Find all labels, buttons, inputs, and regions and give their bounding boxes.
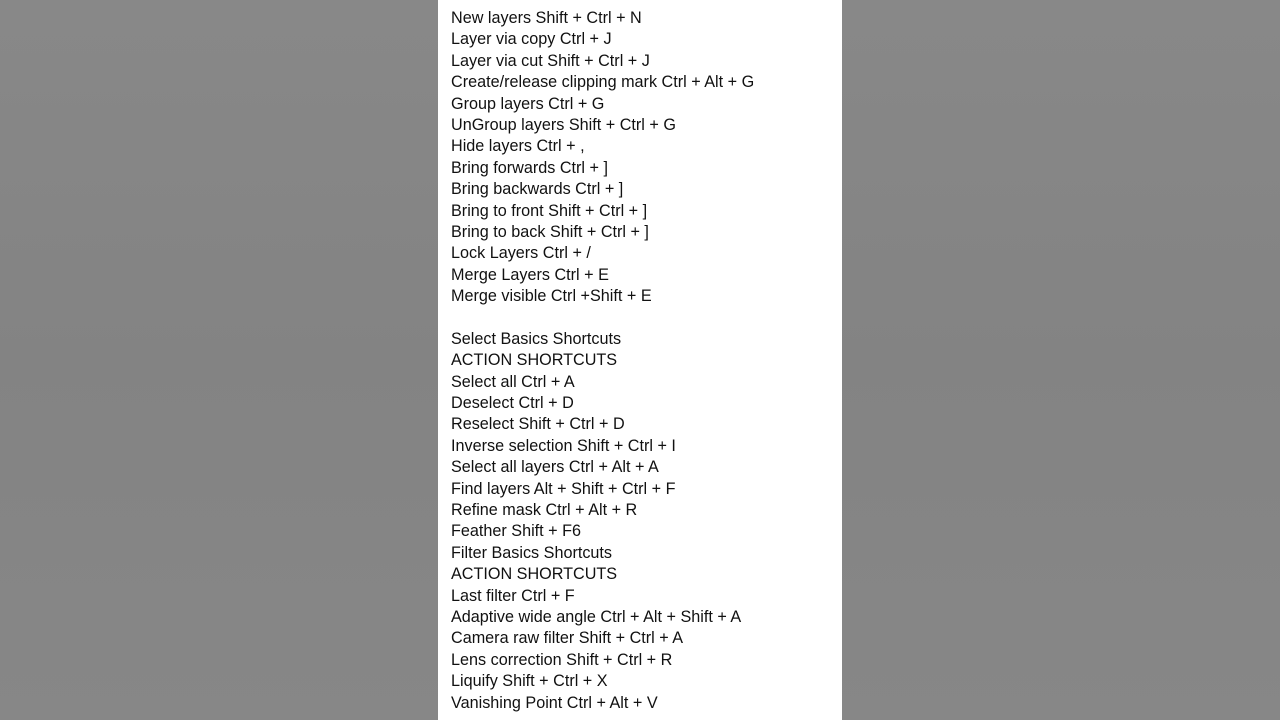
shortcut-list xyxy=(451,8,754,714)
shortcut-line: Last filter Ctrl + F xyxy=(451,586,575,605)
shortcut-line: Deselect Ctrl + D xyxy=(451,394,574,413)
left-blurred-margin xyxy=(0,0,438,720)
shortcut-line: Merge Layers Ctrl + E xyxy=(451,265,609,284)
shortcut-line: Layer via cut Shift + Ctrl + J xyxy=(451,51,650,70)
shortcut-line: Lock Layers Ctrl + / xyxy=(451,244,591,263)
shortcut-line: UnGroup layers Shift + Ctrl + G xyxy=(451,115,676,134)
shortcut-line: Camera raw filter Shift + Ctrl + A xyxy=(451,629,684,648)
section-heading: Filter Basics Shortcuts xyxy=(451,543,613,562)
shortcut-line: Find layers Alt + Shift + Ctrl + F xyxy=(451,479,676,498)
shortcut-line: Layer via copy Ctrl + J xyxy=(451,30,612,49)
shortcut-line: Inverse selection Shift + Ctrl + I xyxy=(451,436,676,455)
shortcut-line: Refine mask Ctrl + Alt + R xyxy=(451,500,638,519)
shortcut-line: Group layers Ctrl + G xyxy=(451,94,605,113)
blank-line xyxy=(451,307,754,328)
shortcut-line: Select all layers Ctrl + Alt + A xyxy=(451,458,659,477)
column-heading: ACTION SHORTCUTS xyxy=(451,351,618,370)
right-blurred-margin xyxy=(842,0,1280,720)
shortcut-line: Select all Ctrl + A xyxy=(451,372,575,391)
shortcut-line: Merge visible Ctrl +Shift + E xyxy=(451,287,652,306)
section-heading: Select Basics Shortcuts xyxy=(451,329,622,348)
shortcut-line: Adaptive wide angle Ctrl + Alt + Shift + A xyxy=(451,607,742,626)
shortcut-line: Hide layers Ctrl + , xyxy=(451,137,585,156)
cropped-heading-fragment xyxy=(438,0,842,2)
shortcut-document-page xyxy=(438,0,842,720)
shortcut-line: Reselect Shift + Ctrl + D xyxy=(451,415,625,434)
shortcut-line: Bring forwards Ctrl + ] xyxy=(451,158,608,177)
shortcut-line: Bring to front Shift + Ctrl + ] xyxy=(451,201,648,220)
shortcut-line: Bring backwards Ctrl + ] xyxy=(451,180,624,199)
column-heading: ACTION SHORTCUTS xyxy=(451,565,618,584)
shortcut-line: Vanishing Point Ctrl + Alt + V xyxy=(451,693,658,712)
shortcut-line: Feather Shift + F6 xyxy=(451,522,582,541)
shortcut-line: New layers Shift + Ctrl + N xyxy=(451,9,642,27)
shortcut-line: Create/release clipping mark Ctrl + Alt + G xyxy=(451,73,755,92)
shortcut-line: Liquify Shift + Ctrl + X xyxy=(451,672,608,691)
shortcut-line: Lens correction Shift + Ctrl + R xyxy=(451,650,673,669)
shortcut-line: Bring to back Shift + Ctrl + ] xyxy=(451,222,649,241)
